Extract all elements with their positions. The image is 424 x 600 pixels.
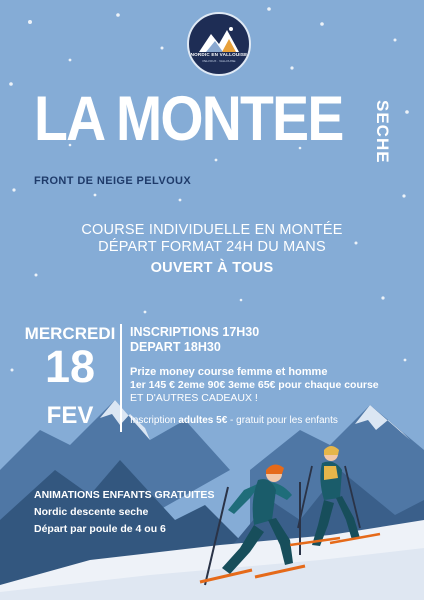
fee-adults: adultes 5€ (178, 415, 228, 426)
kids-title: ANIMATIONS ENFANTS GRATUITES (34, 489, 215, 501)
prize-title: Prize money course femme et homme (130, 366, 328, 378)
prize-amounts: 1er 145 € 2eme 90€ 3eme 65€ pour chaque course (130, 379, 379, 391)
fee-suffix: - gratuit pour les enfants (227, 415, 338, 426)
course-description (40, 222, 384, 256)
event-day: 18 (44, 341, 96, 392)
event-title: LA MONTEE (34, 84, 343, 154)
registration-fee (130, 415, 379, 426)
mountain-logo-icon (189, 14, 249, 74)
course-line-1: COURSE INDIVIDUELLE EN MONTÉE (81, 222, 343, 238)
event-location: FRONT DE NEIGE PELVOUX (34, 175, 192, 187)
event-month: FEV (46, 402, 94, 429)
kids-activities (34, 487, 214, 538)
nordic-logo (187, 12, 251, 76)
logo-name: NORDIC EN VALLOUISE (190, 52, 248, 57)
event-info (130, 325, 379, 426)
prize-gifts: ET D'AUTRES CADEAUX ! (130, 392, 258, 404)
event-title-vertical: SECHE (373, 100, 392, 164)
logo-place: PELVOUX · VALLOUISE (202, 59, 236, 63)
kids-line-2: Départ par poule de 4 ou 6 (34, 523, 166, 535)
inscriptions-time: INSCRIPTIONS 17H30 (130, 325, 260, 339)
fee-prefix: Inscription (130, 415, 179, 426)
kids-line-1: Nordic descente seche (34, 506, 149, 518)
depart-time: DEPART 18H30 (130, 340, 221, 354)
divider (120, 324, 122, 432)
event-weekday: MERCREDI (24, 324, 116, 343)
open-to-all: OUVERT À TOUS (150, 260, 274, 276)
course-line-2: DÉPART FORMAT 24H DU MANS (98, 239, 326, 255)
